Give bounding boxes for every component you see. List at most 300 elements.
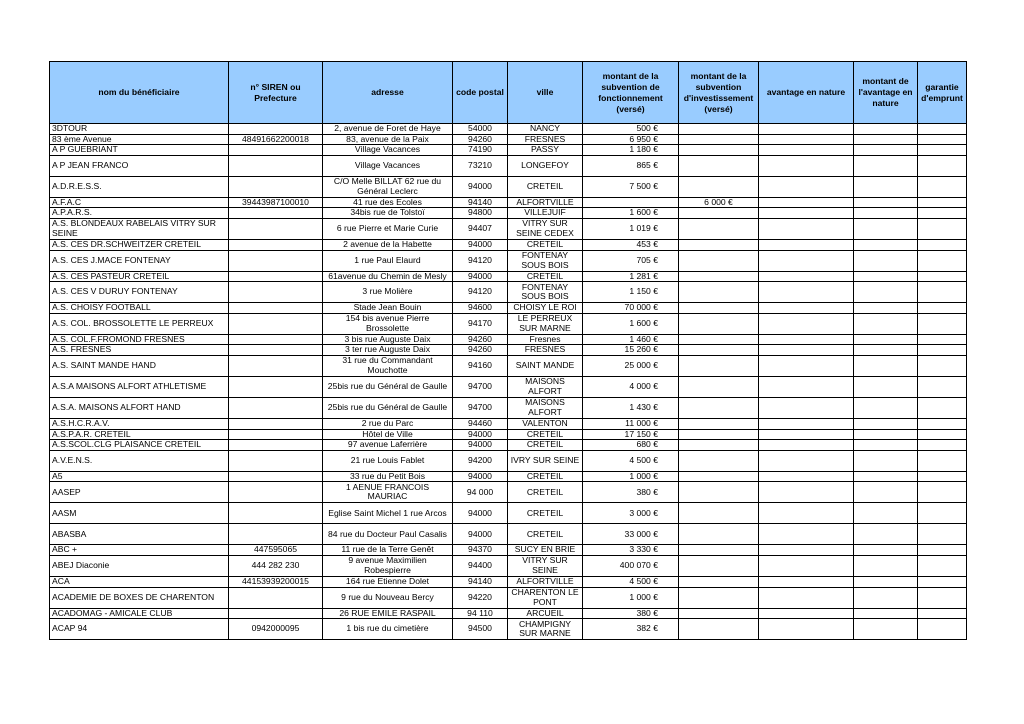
cell-city: VILLEJUIF	[508, 208, 583, 219]
cell-investment-grant	[679, 450, 759, 471]
cell-siren	[229, 208, 323, 219]
table-row	[50, 218, 967, 239]
cell-beneficiary-name: A.S. CES V DURUY FONTENAY	[50, 282, 229, 303]
cell-investment-grant	[679, 587, 759, 608]
cell-postal-code: 94400	[453, 555, 508, 576]
cell-beneficiary-name: A.S. CES PASTEUR CRETEIL	[50, 271, 229, 282]
cell-benefit-in-kind	[759, 197, 854, 208]
table-row	[50, 282, 967, 303]
cell-postal-code: 94600	[453, 303, 508, 314]
cell-loan-guarantee	[918, 376, 967, 397]
cell-loan-guarantee	[918, 345, 967, 356]
cell-address: 25bis rue du Général de Gaulle	[323, 397, 453, 418]
cell-investment-grant: 6 000 €	[679, 197, 759, 208]
cell-address: 34bis rue de Tolstoï	[323, 208, 453, 219]
cell-operating-grant: 1 180 €	[583, 145, 679, 156]
cell-beneficiary-name: A.S.SCOL.CLG PLAISANCE CRETEIL	[50, 440, 229, 451]
cell-benefit-amount	[854, 587, 918, 608]
cell-city: FRESNES	[508, 134, 583, 145]
cell-benefit-amount	[854, 450, 918, 471]
cell-operating-grant: 6 950 €	[583, 134, 679, 145]
cell-loan-guarantee	[918, 576, 967, 587]
cell-address: 2, avenue de Foret de Haye	[323, 124, 453, 135]
cell-postal-code: 94407	[453, 218, 508, 239]
cell-city: ALFORTVILLE	[508, 576, 583, 587]
cell-benefit-in-kind	[759, 155, 854, 176]
cell-loan-guarantee	[918, 197, 967, 208]
table-row	[50, 239, 967, 250]
cell-postal-code: 94500	[453, 619, 508, 640]
cell-city: IVRY SUR SEINE	[508, 450, 583, 471]
cell-benefit-in-kind	[759, 545, 854, 556]
cell-city: Fresnes	[508, 334, 583, 345]
cell-loan-guarantee	[918, 124, 967, 135]
cell-loan-guarantee	[918, 303, 967, 314]
header-benefit-amount: montant de l'avantage en nature	[854, 62, 918, 124]
cell-city: CRETEIL	[508, 239, 583, 250]
cell-benefit-amount	[854, 155, 918, 176]
cell-operating-grant: 400 070 €	[583, 555, 679, 576]
cell-benefit-amount	[854, 545, 918, 556]
cell-benefit-in-kind	[759, 576, 854, 587]
cell-operating-grant: 70 000 €	[583, 303, 679, 314]
table-row	[50, 208, 967, 219]
table-row	[50, 313, 967, 334]
cell-postal-code: 94000	[453, 440, 508, 451]
cell-siren	[229, 587, 323, 608]
cell-city: VITRY SUR SEINE	[508, 555, 583, 576]
header-loan-guarantee: garantie d'emprunt	[918, 62, 967, 124]
cell-siren	[229, 608, 323, 619]
cell-address: 97 avenue Laferrière	[323, 440, 453, 451]
cell-operating-grant	[583, 197, 679, 208]
cell-operating-grant: 1 600 €	[583, 313, 679, 334]
cell-siren: 444 282 230	[229, 555, 323, 576]
cell-operating-grant: 500 €	[583, 124, 679, 135]
cell-benefit-in-kind	[759, 303, 854, 314]
cell-beneficiary-name: A.V.E.N.S.	[50, 450, 229, 471]
cell-address: 2 avenue de la Habette	[323, 239, 453, 250]
cell-loan-guarantee	[918, 208, 967, 219]
cell-beneficiary-name: ACADOMAG - AMICALE CLUB	[50, 608, 229, 619]
cell-operating-grant: 4 000 €	[583, 376, 679, 397]
cell-siren: 44153939200015	[229, 576, 323, 587]
cell-investment-grant	[679, 145, 759, 156]
cell-beneficiary-name: A.D.R.E.S.S.	[50, 176, 229, 197]
cell-postal-code: 94200	[453, 450, 508, 471]
cell-beneficiary-name: A.S. CHOISY FOOTBALL	[50, 303, 229, 314]
cell-benefit-amount	[854, 440, 918, 451]
cell-beneficiary-name: 3DTOUR	[50, 124, 229, 135]
cell-operating-grant: 382 €	[583, 619, 679, 640]
cell-investment-grant	[679, 503, 759, 524]
cell-siren	[229, 355, 323, 376]
table-header	[50, 62, 967, 124]
cell-loan-guarantee	[918, 134, 967, 145]
cell-investment-grant	[679, 429, 759, 440]
cell-siren: 48491662200018	[229, 134, 323, 145]
cell-beneficiary-name: A.S. COL. BROSSOLETTE LE PERREUX	[50, 313, 229, 334]
cell-city: SAINT MANDE	[508, 355, 583, 376]
cell-siren	[229, 503, 323, 524]
cell-siren	[229, 418, 323, 429]
cell-benefit-amount	[854, 345, 918, 356]
cell-operating-grant: 3 000 €	[583, 503, 679, 524]
cell-benefit-amount	[854, 619, 918, 640]
cell-siren	[229, 124, 323, 135]
cell-beneficiary-name: AASEP	[50, 482, 229, 503]
cell-operating-grant: 33 000 €	[583, 524, 679, 545]
cell-investment-grant	[679, 208, 759, 219]
cell-loan-guarantee	[918, 587, 967, 608]
cell-operating-grant: 4 500 €	[583, 450, 679, 471]
cell-city: MAISONS ALFORT	[508, 397, 583, 418]
cell-postal-code: 94370	[453, 545, 508, 556]
cell-investment-grant	[679, 397, 759, 418]
cell-operating-grant: 3 330 €	[583, 545, 679, 556]
table-row	[50, 524, 967, 545]
cell-investment-grant	[679, 619, 759, 640]
cell-city: FRESNES	[508, 345, 583, 356]
cell-benefit-amount	[854, 334, 918, 345]
cell-benefit-in-kind	[759, 282, 854, 303]
cell-investment-grant	[679, 313, 759, 334]
cell-benefit-amount	[854, 124, 918, 135]
cell-siren: 0942000095	[229, 619, 323, 640]
cell-postal-code: 94700	[453, 376, 508, 397]
cell-city: CHARENTON LE PONT	[508, 587, 583, 608]
cell-loan-guarantee	[918, 429, 967, 440]
cell-benefit-in-kind	[759, 397, 854, 418]
cell-benefit-amount	[854, 271, 918, 282]
cell-address: Eglise Saint Michel 1 rue Arcos	[323, 503, 453, 524]
cell-benefit-amount	[854, 482, 918, 503]
cell-address: Hôtel de Ville	[323, 429, 453, 440]
cell-benefit-amount	[854, 134, 918, 145]
cell-operating-grant: 1 281 €	[583, 271, 679, 282]
cell-address: 2 rue du Parc	[323, 418, 453, 429]
cell-operating-grant: 25 000 €	[583, 355, 679, 376]
cell-address: C/O Melle BILLAT 62 rue du Général Leclerc	[323, 176, 453, 197]
cell-benefit-in-kind	[759, 471, 854, 482]
cell-investment-grant	[679, 134, 759, 145]
cell-investment-grant	[679, 345, 759, 356]
cell-beneficiary-name: ACA	[50, 576, 229, 587]
cell-benefit-amount	[854, 576, 918, 587]
table-row	[50, 355, 967, 376]
cell-siren	[229, 334, 323, 345]
table-row	[50, 134, 967, 145]
cell-city: LONGEFOY	[508, 155, 583, 176]
cell-benefit-amount	[854, 608, 918, 619]
cell-loan-guarantee	[918, 619, 967, 640]
cell-city: VALENTON	[508, 418, 583, 429]
cell-loan-guarantee	[918, 145, 967, 156]
cell-address: Village Vacances	[323, 155, 453, 176]
cell-postal-code: 94220	[453, 587, 508, 608]
table-row	[50, 482, 967, 503]
cell-operating-grant: 1 150 €	[583, 282, 679, 303]
cell-benefit-amount	[854, 303, 918, 314]
table-body	[50, 124, 967, 640]
table-row	[50, 503, 967, 524]
cell-city: MAISONS ALFORT	[508, 376, 583, 397]
cell-city: LE PERREUX SUR MARNE	[508, 313, 583, 334]
cell-address: 26 RUE EMILE RASPAIL	[323, 608, 453, 619]
cell-postal-code: 94140	[453, 576, 508, 587]
cell-investment-grant	[679, 176, 759, 197]
cell-benefit-in-kind	[759, 334, 854, 345]
cell-operating-grant: 17 150 €	[583, 429, 679, 440]
cell-beneficiary-name: ABC +	[50, 545, 229, 556]
cell-beneficiary-name: A.S. BLONDEAUX RABELAIS VITRY SUR SEINE	[50, 218, 229, 239]
cell-benefit-amount	[854, 524, 918, 545]
cell-city: FONTENAY SOUS BOIS	[508, 250, 583, 271]
cell-siren	[229, 303, 323, 314]
table-row	[50, 271, 967, 282]
table-row	[50, 334, 967, 345]
table-row	[50, 450, 967, 471]
cell-loan-guarantee	[918, 313, 967, 334]
cell-postal-code: 94000	[453, 524, 508, 545]
cell-benefit-amount	[854, 313, 918, 334]
cell-city: ARCUEIL	[508, 608, 583, 619]
cell-beneficiary-name: A.S.A MAISONS ALFORT ATHLETISME	[50, 376, 229, 397]
table-row	[50, 250, 967, 271]
cell-benefit-amount	[854, 355, 918, 376]
cell-investment-grant	[679, 250, 759, 271]
cell-city: CHAMPIGNY SUR MARNE	[508, 619, 583, 640]
cell-loan-guarantee	[918, 418, 967, 429]
cell-benefit-in-kind	[759, 524, 854, 545]
cell-benefit-in-kind	[759, 440, 854, 451]
cell-investment-grant	[679, 471, 759, 482]
cell-operating-grant: 680 €	[583, 440, 679, 451]
table-row	[50, 418, 967, 429]
cell-postal-code: 94140	[453, 197, 508, 208]
header-siren: n° SIREN ou Prefecture	[229, 62, 323, 124]
header-address: adresse	[323, 62, 453, 124]
cell-beneficiary-name: 83 ème Avenue	[50, 134, 229, 145]
cell-postal-code: 94000	[453, 176, 508, 197]
cell-city: FONTENAY SOUS BOIS	[508, 282, 583, 303]
cell-benefit-in-kind	[759, 429, 854, 440]
cell-city: CHOISY LE ROI	[508, 303, 583, 314]
cell-postal-code: 94120	[453, 250, 508, 271]
cell-loan-guarantee	[918, 450, 967, 471]
header-operating-grant: montant de la subvention de fonctionnement (versé)	[583, 62, 679, 124]
cell-address: 9 rue du Nouveau Bercy	[323, 587, 453, 608]
cell-benefit-in-kind	[759, 418, 854, 429]
cell-address: 11 rue de la Terre Genêt	[323, 545, 453, 556]
cell-address: 154 bis avenue Pierre Brossolette	[323, 313, 453, 334]
table-row	[50, 303, 967, 314]
header-postal-code: code postal	[453, 62, 508, 124]
cell-city: CRETEIL	[508, 429, 583, 440]
cell-address: 25bis rue du Général de Gaulle	[323, 376, 453, 397]
cell-siren	[229, 429, 323, 440]
cell-beneficiary-name: A.F.A.C	[50, 197, 229, 208]
cell-postal-code: 94170	[453, 313, 508, 334]
cell-postal-code: 74190	[453, 145, 508, 156]
table-row	[50, 619, 967, 640]
cell-investment-grant	[679, 282, 759, 303]
cell-siren	[229, 524, 323, 545]
cell-loan-guarantee	[918, 503, 967, 524]
cell-address: 9 avenue Maximilien Robespierre	[323, 555, 453, 576]
cell-investment-grant	[679, 576, 759, 587]
cell-city: ALFORTVILLE	[508, 197, 583, 208]
cell-city: NANCY	[508, 124, 583, 135]
cell-city: PASSY	[508, 145, 583, 156]
cell-loan-guarantee	[918, 608, 967, 619]
cell-benefit-in-kind	[759, 250, 854, 271]
cell-investment-grant	[679, 545, 759, 556]
cell-operating-grant: 1 000 €	[583, 471, 679, 482]
cell-benefit-in-kind	[759, 555, 854, 576]
cell-siren	[229, 450, 323, 471]
cell-investment-grant	[679, 524, 759, 545]
cell-investment-grant	[679, 239, 759, 250]
cell-benefit-in-kind	[759, 218, 854, 239]
cell-benefit-amount	[854, 282, 918, 303]
cell-loan-guarantee	[918, 355, 967, 376]
cell-siren	[229, 313, 323, 334]
header-city: ville	[508, 62, 583, 124]
cell-benefit-amount	[854, 555, 918, 576]
cell-beneficiary-name: ACADEMIE DE BOXES DE CHARENTON	[50, 587, 229, 608]
cell-benefit-amount	[854, 218, 918, 239]
cell-benefit-amount	[854, 197, 918, 208]
cell-loan-guarantee	[918, 555, 967, 576]
cell-postal-code: 94000	[453, 239, 508, 250]
header-beneficiary-name: nom du bénéficiaire	[50, 62, 229, 124]
cell-loan-guarantee	[918, 440, 967, 451]
cell-siren	[229, 471, 323, 482]
cell-benefit-amount	[854, 239, 918, 250]
cell-operating-grant: 705 €	[583, 250, 679, 271]
cell-benefit-amount	[854, 176, 918, 197]
cell-benefit-in-kind	[759, 145, 854, 156]
cell-address: 84 rue du Docteur Paul Casalis	[323, 524, 453, 545]
cell-postal-code: 94000	[453, 271, 508, 282]
cell-address: 1 AENUE FRANCOIS MAURIAC	[323, 482, 453, 503]
cell-operating-grant: 1 430 €	[583, 397, 679, 418]
table-row	[50, 124, 967, 135]
cell-postal-code: 94 110	[453, 608, 508, 619]
cell-loan-guarantee	[918, 482, 967, 503]
cell-address: Stade Jean Bouin	[323, 303, 453, 314]
table-row	[50, 145, 967, 156]
table-row	[50, 197, 967, 208]
cell-beneficiary-name: A P JEAN FRANCO	[50, 155, 229, 176]
cell-benefit-in-kind	[759, 124, 854, 135]
cell-benefit-in-kind	[759, 482, 854, 503]
cell-beneficiary-name: A.S. CES J.MACE FONTENAY	[50, 250, 229, 271]
cell-operating-grant: 1 019 €	[583, 218, 679, 239]
cell-investment-grant	[679, 376, 759, 397]
cell-investment-grant	[679, 418, 759, 429]
cell-address: 1 rue Paul Elaurd	[323, 250, 453, 271]
cell-address: 61avenue du Chemin de Mesly	[323, 271, 453, 282]
cell-postal-code: 94460	[453, 418, 508, 429]
cell-benefit-in-kind	[759, 134, 854, 145]
beneficiaries-table	[49, 61, 967, 640]
cell-loan-guarantee	[918, 239, 967, 250]
cell-investment-grant	[679, 355, 759, 376]
cell-city: CRETEIL	[508, 176, 583, 197]
header-benefit-in-kind: avantage en nature	[759, 62, 854, 124]
cell-benefit-amount	[854, 471, 918, 482]
cell-loan-guarantee	[918, 471, 967, 482]
cell-loan-guarantee	[918, 250, 967, 271]
cell-benefit-in-kind	[759, 376, 854, 397]
cell-benefit-amount	[854, 376, 918, 397]
cell-postal-code: 94000	[453, 503, 508, 524]
cell-city: CRETEIL	[508, 271, 583, 282]
cell-benefit-in-kind	[759, 608, 854, 619]
cell-loan-guarantee	[918, 155, 967, 176]
cell-city: SUCY EN BRIE	[508, 545, 583, 556]
cell-postal-code: 94700	[453, 397, 508, 418]
cell-loan-guarantee	[918, 545, 967, 556]
cell-city: CRETEIL	[508, 482, 583, 503]
cell-siren	[229, 282, 323, 303]
cell-address: 3 ter rue Auguste Daix	[323, 345, 453, 356]
cell-postal-code: 94160	[453, 355, 508, 376]
cell-operating-grant: 1 000 €	[583, 587, 679, 608]
cell-investment-grant	[679, 218, 759, 239]
cell-siren	[229, 155, 323, 176]
cell-siren: 447595065	[229, 545, 323, 556]
cell-beneficiary-name: A.S. SAINT MANDE HAND	[50, 355, 229, 376]
cell-address: 31 rue du Commandant Mouchotte	[323, 355, 453, 376]
cell-siren: 39443987100010	[229, 197, 323, 208]
table-row	[50, 376, 967, 397]
cell-benefit-in-kind	[759, 587, 854, 608]
cell-beneficiary-name: ABASBA	[50, 524, 229, 545]
cell-siren	[229, 440, 323, 451]
table-row	[50, 471, 967, 482]
cell-siren	[229, 271, 323, 282]
cell-beneficiary-name: A5	[50, 471, 229, 482]
cell-address: 1 bis rue du cimetière	[323, 619, 453, 640]
cell-city: CRETEIL	[508, 440, 583, 451]
cell-beneficiary-name: AASM	[50, 503, 229, 524]
table-row	[50, 587, 967, 608]
cell-benefit-amount	[854, 418, 918, 429]
cell-loan-guarantee	[918, 282, 967, 303]
cell-operating-grant: 380 €	[583, 482, 679, 503]
table-row	[50, 176, 967, 197]
table-row	[50, 429, 967, 440]
cell-investment-grant	[679, 303, 759, 314]
cell-beneficiary-name: A.S. FRESNES	[50, 345, 229, 356]
cell-beneficiary-name: ACAP 94	[50, 619, 229, 640]
table-row	[50, 576, 967, 587]
cell-benefit-in-kind	[759, 239, 854, 250]
cell-benefit-in-kind	[759, 355, 854, 376]
cell-loan-guarantee	[918, 334, 967, 345]
cell-operating-grant: 453 €	[583, 239, 679, 250]
cell-siren	[229, 345, 323, 356]
cell-investment-grant	[679, 482, 759, 503]
cell-address: 83, avenue de la Paix	[323, 134, 453, 145]
cell-siren	[229, 397, 323, 418]
cell-siren	[229, 482, 323, 503]
table-row	[50, 608, 967, 619]
cell-benefit-in-kind	[759, 450, 854, 471]
